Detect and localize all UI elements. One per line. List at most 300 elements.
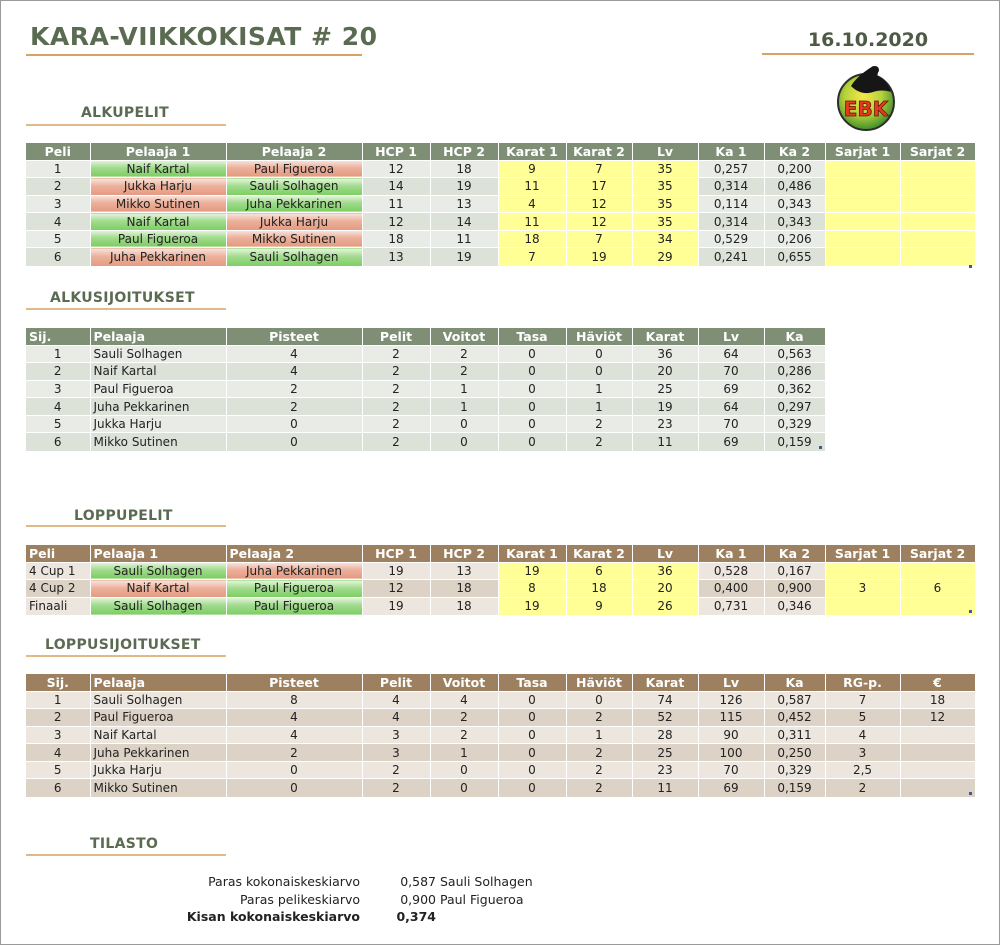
table-row xyxy=(26,726,975,744)
table-cell: 6 xyxy=(26,248,90,266)
table-row xyxy=(26,562,975,580)
table-cell: 69 xyxy=(698,779,764,797)
table-cell: Mikko Sutinen xyxy=(226,230,362,248)
table-cell: 2 xyxy=(362,761,430,779)
table-cell: 13 xyxy=(362,248,430,266)
loppusijoitukset-header-cell: Pisteet xyxy=(226,674,362,691)
table-cell: 115 xyxy=(698,709,764,727)
loppupelit-header-cell: Lv xyxy=(632,545,698,562)
table-cell: 3 xyxy=(362,744,430,762)
table-cell: 7 xyxy=(825,691,900,709)
table-cell: Sauli Solhagen xyxy=(226,178,362,196)
table-cell: 0,200 xyxy=(764,160,825,178)
table-cell xyxy=(900,744,975,762)
alkusijoitukset-table xyxy=(26,328,826,451)
table-cell: Naif Kartal xyxy=(90,160,226,178)
table-cell: 0,250 xyxy=(764,744,825,762)
section-underline xyxy=(26,308,226,310)
table-cell: 1 xyxy=(26,691,90,709)
table-cell xyxy=(825,160,900,178)
table-cell: 70 xyxy=(698,761,764,779)
table-row xyxy=(26,779,975,797)
table-cell: 2 xyxy=(566,709,632,727)
section-underline xyxy=(26,854,226,856)
table-cell: 12 xyxy=(566,213,632,231)
table-cell: Juha Pekkarinen xyxy=(90,398,226,416)
table-cell: 2 xyxy=(26,178,90,196)
ebk-logo xyxy=(833,64,899,132)
table-cell: 64 xyxy=(698,398,764,416)
alkupelit-header-cell: Sarjat 2 xyxy=(900,143,975,160)
table-cell: 4 xyxy=(26,213,90,231)
table-row xyxy=(26,691,975,709)
table-cell: 19 xyxy=(430,178,498,196)
table-cell: 0,311 xyxy=(764,726,825,744)
loppusijoitukset-header-cell: Pelit xyxy=(362,674,430,691)
table-cell: 20 xyxy=(632,580,698,598)
table-cell: 0 xyxy=(226,779,362,797)
table-cell: 35 xyxy=(632,178,698,196)
table-cell: Naif Kartal xyxy=(90,363,226,381)
table-cell: 0,314 xyxy=(698,213,764,231)
table-cell: 14 xyxy=(362,178,430,196)
table-cell: 2 xyxy=(430,363,498,381)
table-cell: 3 xyxy=(825,580,900,598)
table-row xyxy=(26,580,975,598)
table-cell: 12 xyxy=(362,160,430,178)
table-cell: 8 xyxy=(226,691,362,709)
table-cell: 2 xyxy=(26,709,90,727)
table-cell xyxy=(900,726,975,744)
loppusijoitukset-table xyxy=(26,674,976,797)
table-cell: 0,587 xyxy=(764,691,825,709)
loppusijoitukset-header-cell: Voitot xyxy=(430,674,498,691)
table-row xyxy=(26,380,825,398)
alkusijoitukset-header-cell: Voitot xyxy=(430,328,498,345)
alkupelit-header-cell: Karat 2 xyxy=(566,143,632,160)
table-cell: 3 xyxy=(26,726,90,744)
date-underline xyxy=(762,53,974,55)
stat-player: Paul Figueroa xyxy=(440,891,524,907)
table-row xyxy=(26,160,975,178)
alkusijoitukset-header-cell: Pisteet xyxy=(226,328,362,345)
table-cell xyxy=(900,213,975,231)
table-cell: 0 xyxy=(566,345,632,363)
table-cell: 11 xyxy=(632,779,698,797)
table-row xyxy=(26,433,825,451)
table-cell: 7 xyxy=(566,160,632,178)
table-cell: 1 xyxy=(566,726,632,744)
table-cell: 4 xyxy=(226,363,362,381)
page-title: KARA-VIIKKOKISAT # 20 xyxy=(30,22,378,51)
table-cell: Naif Kartal xyxy=(90,213,226,231)
table-cell: 69 xyxy=(698,433,764,451)
loppusijoitukset-header-cell: Pelaaja xyxy=(90,674,226,691)
table-cell: 2 xyxy=(430,345,498,363)
table-row xyxy=(26,415,825,433)
table-cell: 0 xyxy=(226,761,362,779)
table-cell xyxy=(900,248,975,266)
table-cell: 1 xyxy=(566,380,632,398)
table-cell: 23 xyxy=(632,415,698,433)
table-cell: 7 xyxy=(498,248,566,266)
table-cell: 2 xyxy=(362,363,430,381)
table-cell: Mikko Sutinen xyxy=(90,433,226,451)
table-cell: Jukka Harju xyxy=(90,178,226,196)
table-cell: 0,400 xyxy=(698,580,764,598)
table-cell: Paul Figueroa xyxy=(90,380,226,398)
table-cell: 0 xyxy=(498,345,566,363)
table-cell: 0,206 xyxy=(764,230,825,248)
table-cell: Sauli Solhagen xyxy=(90,691,226,709)
table-row xyxy=(26,363,825,381)
table-cell: 0,159 xyxy=(764,779,825,797)
alkusijoitukset-header-cell: Tasa xyxy=(498,328,566,345)
table-cell: 25 xyxy=(632,744,698,762)
table-cell: 2 xyxy=(362,345,430,363)
table-cell: 18 xyxy=(430,597,498,615)
table-cell: 0 xyxy=(498,726,566,744)
table-cell: 2 xyxy=(566,761,632,779)
cell-marker xyxy=(969,610,972,613)
table-cell: 0,241 xyxy=(698,248,764,266)
table-cell: 2 xyxy=(226,398,362,416)
stat-value: 0,587 xyxy=(400,874,436,889)
table-cell: 0,343 xyxy=(764,213,825,231)
table-cell: Jukka Harju xyxy=(226,213,362,231)
table-cell: 19 xyxy=(566,248,632,266)
table-cell: 12 xyxy=(362,213,430,231)
table-row xyxy=(26,195,975,213)
alkupelit-header-cell: Peli xyxy=(26,143,90,160)
table-cell xyxy=(900,761,975,779)
table-cell: 3 xyxy=(825,744,900,762)
event-date: 16.10.2020 xyxy=(807,29,929,51)
table-cell: 4 xyxy=(362,709,430,727)
table-cell: 0 xyxy=(498,363,566,381)
table-cell: 2 xyxy=(430,709,498,727)
table-cell: 0 xyxy=(498,415,566,433)
table-cell: 70 xyxy=(698,363,764,381)
table-cell: 9 xyxy=(566,597,632,615)
table-row xyxy=(26,597,975,615)
table-cell: 5 xyxy=(26,230,90,248)
stat-label: Paras kokonaiskeskiarvo xyxy=(208,874,360,889)
alkupelit-table xyxy=(26,143,976,266)
table-cell: 8 xyxy=(498,580,566,598)
table-cell xyxy=(900,195,975,213)
table-cell: Naif Kartal xyxy=(90,726,226,744)
table-cell: 18 xyxy=(566,580,632,598)
loppusijoitukset-header-cell: Lv xyxy=(698,674,764,691)
table-cell: 0,257 xyxy=(698,160,764,178)
table-cell: 3 xyxy=(26,380,90,398)
alkupelit-header-cell: Ka 2 xyxy=(764,143,825,160)
table-row xyxy=(26,178,975,196)
table-cell: 35 xyxy=(632,160,698,178)
alkupelit-header-cell: Lv xyxy=(632,143,698,160)
table-cell: 0,346 xyxy=(764,597,825,615)
table-cell: 0 xyxy=(498,433,566,451)
table-cell xyxy=(900,160,975,178)
table-cell: 36 xyxy=(632,345,698,363)
table-cell xyxy=(825,195,900,213)
alkusijoitukset-header-cell: Ka xyxy=(764,328,825,345)
table-cell: 19 xyxy=(498,597,566,615)
alkusijoitukset-header-cell: Karat xyxy=(632,328,698,345)
table-cell: 0,486 xyxy=(764,178,825,196)
table-cell: 6 xyxy=(566,562,632,580)
table-cell: 3 xyxy=(362,726,430,744)
cell-marker xyxy=(819,446,822,449)
loppusijoitukset-header-cell: Ka xyxy=(764,674,825,691)
table-cell xyxy=(825,230,900,248)
loppupelit-header-cell: Sarjat 1 xyxy=(825,545,900,562)
table-cell: 2 xyxy=(362,415,430,433)
table-cell: 13 xyxy=(430,195,498,213)
loppupelit-header-cell: Ka 1 xyxy=(698,545,764,562)
table-cell: 2 xyxy=(566,744,632,762)
loppupelit-header-cell: HCP 1 xyxy=(362,545,430,562)
table-cell: 28 xyxy=(632,726,698,744)
loppupelit-header-cell: Pelaaja 1 xyxy=(90,545,226,562)
table-cell: 4 xyxy=(498,195,566,213)
loppupelit-header-cell: Pelaaja 2 xyxy=(226,545,362,562)
title-underline xyxy=(26,54,362,56)
loppusijoitukset-header-cell: RG-p. xyxy=(825,674,900,691)
alkusijoitukset-header-cell: Häviöt xyxy=(566,328,632,345)
table-cell: 2 xyxy=(566,779,632,797)
table-cell xyxy=(825,178,900,196)
table-cell: 19 xyxy=(430,248,498,266)
table-cell: 4 Cup 2 xyxy=(26,580,90,598)
loppupelit-table xyxy=(26,545,976,615)
table-cell: 2 xyxy=(566,415,632,433)
table-cell: 0,297 xyxy=(764,398,825,416)
table-cell: 0,529 xyxy=(698,230,764,248)
table-cell: 11 xyxy=(498,178,566,196)
loppupelit-header-cell: Karat 1 xyxy=(498,545,566,562)
table-cell: 35 xyxy=(632,213,698,231)
table-cell: Finaali xyxy=(26,597,90,615)
table-cell: 2 xyxy=(226,380,362,398)
table-cell: 6 xyxy=(26,433,90,451)
table-cell: 11 xyxy=(498,213,566,231)
table-cell: 3 xyxy=(26,195,90,213)
table-cell xyxy=(900,779,975,797)
alkupelit-header-cell: HCP 2 xyxy=(430,143,498,160)
table-cell: Jukka Harju xyxy=(90,415,226,433)
table-cell: 0,563 xyxy=(764,345,825,363)
table-cell: 90 xyxy=(698,726,764,744)
table-cell: 2,5 xyxy=(825,761,900,779)
table-cell: 18 xyxy=(430,160,498,178)
table-cell xyxy=(825,248,900,266)
loppupelit-header-cell: Sarjat 2 xyxy=(900,545,975,562)
cell-marker xyxy=(969,265,972,268)
table-cell: 0,159 xyxy=(764,433,825,451)
table-cell: 0,655 xyxy=(764,248,825,266)
table-cell: Paul Figueroa xyxy=(226,160,362,178)
table-cell: 0,731 xyxy=(698,597,764,615)
table-cell: Mikko Sutinen xyxy=(90,195,226,213)
table-cell: 13 xyxy=(430,562,498,580)
loppupelit-header-cell: HCP 2 xyxy=(430,545,498,562)
table-cell: Sauli Solhagen xyxy=(226,248,362,266)
table-cell: 4 xyxy=(26,744,90,762)
table-cell: 64 xyxy=(698,345,764,363)
table-cell: 4 xyxy=(430,691,498,709)
table-cell: 14 xyxy=(430,213,498,231)
table-cell: Juha Pekkarinen xyxy=(90,248,226,266)
table-cell: 70 xyxy=(698,415,764,433)
logo-text: EBK xyxy=(843,97,889,121)
table-cell: 18 xyxy=(430,580,498,598)
table-cell xyxy=(900,597,975,615)
table-cell: 69 xyxy=(698,380,764,398)
table-cell: 5 xyxy=(26,761,90,779)
table-cell: 12 xyxy=(900,709,975,727)
table-cell: 2 xyxy=(362,779,430,797)
stat-player: Sauli Solhagen xyxy=(440,874,533,889)
table-cell: Juha Pekkarinen xyxy=(226,562,362,580)
table-cell: Paul Figueroa xyxy=(226,597,362,615)
table-cell: 0 xyxy=(430,779,498,797)
table-cell: Paul Figueroa xyxy=(90,230,226,248)
table-row xyxy=(26,248,975,266)
table-row xyxy=(26,213,975,231)
stat-label: Kisan kokonaiskeskiarvo xyxy=(186,909,360,924)
table-cell: Naif Kartal xyxy=(90,580,226,598)
table-cell: 12 xyxy=(362,580,430,598)
table-cell: 0,900 xyxy=(764,580,825,598)
table-cell: 2 xyxy=(226,744,362,762)
table-row xyxy=(26,744,975,762)
alkupelit-header-cell: Ka 1 xyxy=(698,143,764,160)
table-cell: 19 xyxy=(498,562,566,580)
table-cell: 0,343 xyxy=(764,195,825,213)
table-row xyxy=(26,345,825,363)
alkusijoitukset-header-cell: Pelaaja xyxy=(90,328,226,345)
section-title-tilasto: TILASTO xyxy=(90,836,159,852)
table-cell: 1 xyxy=(26,160,90,178)
table-cell: 0 xyxy=(566,691,632,709)
alkupelit-header-cell: Pelaaja 2 xyxy=(226,143,362,160)
loppusijoitukset-header-cell: Sij. xyxy=(26,674,90,691)
table-cell: 2 xyxy=(825,779,900,797)
loppusijoitukset-header-cell: Tasa xyxy=(498,674,566,691)
loppupelit-header-cell: Peli xyxy=(26,545,90,562)
table-cell: 0,362 xyxy=(764,380,825,398)
table-cell: 0 xyxy=(566,363,632,381)
table-cell: 0 xyxy=(226,433,362,451)
table-cell: Paul Figueroa xyxy=(90,709,226,727)
table-cell: Sauli Solhagen xyxy=(90,345,226,363)
table-cell xyxy=(825,597,900,615)
table-cell: 1 xyxy=(430,398,498,416)
stat-value: 0,900 xyxy=(400,891,436,907)
table-cell: 7 xyxy=(566,230,632,248)
table-cell: Sauli Solhagen xyxy=(90,597,226,615)
loppupelit-header-cell: Karat 2 xyxy=(566,545,632,562)
table-cell: 35 xyxy=(632,195,698,213)
table-cell: Paul Figueroa xyxy=(226,580,362,598)
table-cell: 0 xyxy=(498,744,566,762)
table-cell: 2 xyxy=(430,726,498,744)
stat-label: Paras pelikeskiarvo xyxy=(239,891,360,907)
table-cell: Mikko Sutinen xyxy=(90,779,226,797)
table-cell: 0,329 xyxy=(764,761,825,779)
table-cell: 0 xyxy=(430,415,498,433)
table-cell: 0 xyxy=(498,709,566,727)
section-underline xyxy=(26,124,226,126)
section-underline xyxy=(26,655,226,657)
table-cell: 126 xyxy=(698,691,764,709)
alkusijoitukset-header-row xyxy=(26,328,825,345)
table-cell: 18 xyxy=(362,230,430,248)
alkusijoitukset-header-cell: Lv xyxy=(698,328,764,345)
table-cell: 19 xyxy=(362,597,430,615)
loppusijoitukset-header-cell: Häviöt xyxy=(566,674,632,691)
table-cell: 0 xyxy=(498,398,566,416)
alkupelit-header-cell: Pelaaja 1 xyxy=(90,143,226,160)
table-cell: 2 xyxy=(362,398,430,416)
table-cell: 1 xyxy=(430,380,498,398)
section-title-alkusijoitukset: ALKUSIJOITUKSET xyxy=(50,290,195,306)
table-cell: 18 xyxy=(498,230,566,248)
section-title-loppusijoitukset: LOPPUSIJOITUKSET xyxy=(45,637,201,653)
table-row xyxy=(26,230,975,248)
table-cell: 36 xyxy=(632,562,698,580)
table-cell: Juha Pekkarinen xyxy=(90,744,226,762)
table-cell: Juha Pekkarinen xyxy=(226,195,362,213)
table-cell: 18 xyxy=(900,691,975,709)
alkupelit-header-cell: Karat 1 xyxy=(498,143,566,160)
table-cell: 11 xyxy=(632,433,698,451)
table-cell: Sauli Solhagen xyxy=(90,562,226,580)
table-cell: 2 xyxy=(566,433,632,451)
table-cell: 4 xyxy=(226,345,362,363)
table-cell: 74 xyxy=(632,691,698,709)
table-cell xyxy=(900,178,975,196)
section-underline xyxy=(26,525,226,527)
table-cell: 0,528 xyxy=(698,562,764,580)
table-row xyxy=(26,761,975,779)
table-cell: 9 xyxy=(498,160,566,178)
table-cell: 2 xyxy=(26,363,90,381)
section-title-loppupelit: LOPPUPELIT xyxy=(74,508,173,524)
alkupelit-header-cell: HCP 1 xyxy=(362,143,430,160)
alkupelit-header-row xyxy=(26,143,975,160)
table-cell: 4 xyxy=(226,709,362,727)
table-cell: 0 xyxy=(498,691,566,709)
table-cell: 20 xyxy=(632,363,698,381)
table-cell: 1 xyxy=(430,744,498,762)
table-cell xyxy=(825,562,900,580)
table-cell: 0,167 xyxy=(764,562,825,580)
stat-value: 0,374 xyxy=(396,909,436,924)
table-row xyxy=(26,398,825,416)
table-cell xyxy=(900,562,975,580)
table-cell: 5 xyxy=(26,415,90,433)
table-cell: 12 xyxy=(566,195,632,213)
table-cell: 2 xyxy=(362,433,430,451)
loppupelit-header-row xyxy=(26,545,975,562)
loppusijoitukset-header-row xyxy=(26,674,975,691)
table-cell: 26 xyxy=(632,597,698,615)
table-cell: 11 xyxy=(362,195,430,213)
table-cell: 0 xyxy=(430,433,498,451)
